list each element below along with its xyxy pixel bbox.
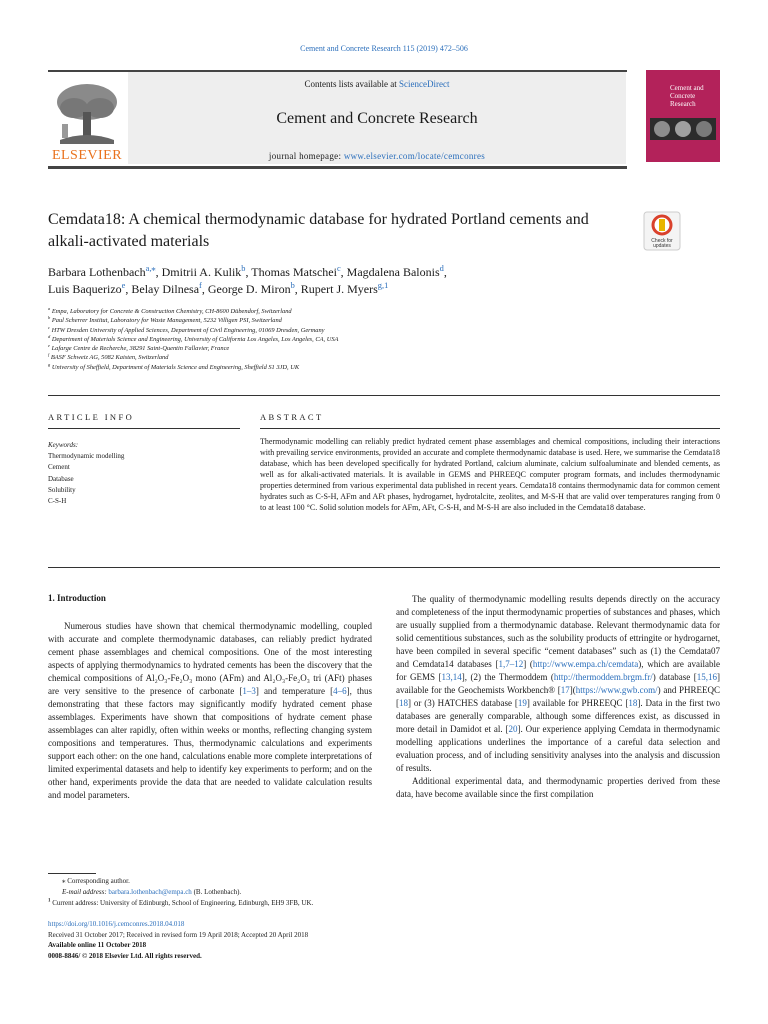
abstract-heading: ABSTRACT xyxy=(260,412,324,422)
body-column-left xyxy=(48,620,372,802)
cover-title: Cement and Concrete Research xyxy=(670,84,704,108)
keyword: Thermodynamic modelling xyxy=(48,452,125,461)
affiliation: $^e$ Lafarge Centre de Recherche, 38291 Saint-Quentin Fallavier, France xyxy=(48,343,230,353)
homepage-link[interactable]: www.elsevier.com/locate/cemconres xyxy=(343,151,486,161)
affiliation: $^a$ Empa, Laboratory for Concrete & Construction Chemistry, CH-8600 Dübendorf, Switzerland xyxy=(48,305,292,315)
keywords-block xyxy=(48,440,238,507)
received-dates: Received 31 October 2017; Received in revised form 19 April 2018; Accepted 20 April 2018 xyxy=(48,930,309,939)
crossmark-check-for-updates-icon[interactable] xyxy=(643,211,681,251)
author-name[interactable]: Thomas Matschei xyxy=(251,265,337,279)
affiliation: $^c$ HTW Dresden University of Applied Sciences, Department of Civil Engineering, 01069 Dresden, Germany xyxy=(48,324,325,334)
contents-line: Contents lists available at ScienceDirect xyxy=(304,79,450,89)
copyright: 0008-8846/ © 2018 Elsevier Ltd. All rights reserved. xyxy=(48,951,202,960)
doi-link[interactable]: https://doi.org/10.1016/j.cemconres.2018.04.018 xyxy=(48,920,185,928)
article-info-rule xyxy=(48,428,240,429)
abstract-rule xyxy=(260,428,720,429)
affiliation: $^b$ Paul Scherrer Institut, Laboratory for Waste Management, 5232 Villigen PSI, Switzerland xyxy=(48,315,282,325)
author-name[interactable]: Rupert J. Myers xyxy=(300,282,378,296)
reference-link[interactable]: 13,14 xyxy=(441,672,462,682)
author-name[interactable]: Barbara Lothenbach xyxy=(48,265,146,279)
elsevier-wordmark: ELSEVIER xyxy=(51,148,123,163)
journal-homepage: journal homepage: www.elsevier.com/locate/cemconres xyxy=(268,151,486,161)
keywords-label: Keywords: xyxy=(48,441,79,449)
reference-link[interactable]: 1,7–12 xyxy=(498,659,524,669)
footnote-corresponding: ⁎ Corresponding author. xyxy=(62,877,130,885)
url-link[interactable]: http://thermoddem.brgm.fr/ xyxy=(553,672,653,682)
cover-image-icon xyxy=(650,118,716,140)
sciencedirect-link[interactable]: ScienceDirect xyxy=(399,79,450,89)
footnote-rule xyxy=(48,873,96,874)
section-divider xyxy=(48,395,720,396)
keyword: C-S-H xyxy=(48,497,67,506)
journal-citation[interactable]: Cement and Concrete Research 115 (2019) 472–506 xyxy=(300,44,468,53)
keyword: Solubility xyxy=(48,485,76,494)
paragraph: The quality of thermodynamic modelling results depends directly on the accuracy and completeness of the input thermodynamic properties of substances and phases, which are usually supplied from a thermodynamic database. Relevant thermodynamic data for solid cementitious substances, such as the solubility products of ettringite or hydrogarnet, have been compiled in several specific “cement databases” such as (1) the Cemdata07 and Cemdata14 databases [1,7–12] (http://www.empa.ch/cemdata), which are available for GEMS [13,14], (2) the Thermoddem (http://thermoddem.brgm.fr/) database [15,16] available for the Geochemists Workbench® [17](https://www.gwb.com/) and PHREEQC [18] or (3) HATCHES database [19] available for PHREEQC [18]. Data in the first two databases are generally comparable, although some differences exist, as discussed in more detail in Damidot et al. [20]. Our experience applying Cemdata in thermodynamic modelling applications underlines the importance of a careful data selection and evaluation process, and of including sensitivity analyses into the analysis and discussion of results. xyxy=(396,594,720,773)
email-link[interactable]: barbara.lothenbach@empa.ch xyxy=(108,888,192,896)
body-column-right xyxy=(396,593,720,801)
affiliation: $^g$ University of Sheffield, Department of Materials Science and Engineering, Sheffield S1 3JD, UK xyxy=(48,361,300,371)
paragraph: Numerous studies have shown that chemical thermodynamic modelling, coupled with accurate and complete thermodynamic databases, can reliably predict hydrated cement phase assemblages and chemical compositions. One of the most interesting aspects of applying thermodynamics to hydrated cements has been the discovery that the chemical compositions of Al₂O₃-Fe₂O₃ mono (AFm) and Al₂O₃-Fe₂O₃ tri (AFt) phases are very sensitive to the presence of carbonate [1–3] and temperature [4–6], thus demonstrating that these factors may significantly modify hydrated cement phase assemblages. Experiments have shown that compositions of hydrate cement phase assemblages can alter rapidly, often within weeks or months, reflecting changing system compositions and temperatures. Thus, thermodynamic calculations and experiments support each other: on the one hand, calculations enable more complete interpretations of limited experimental datasets and help to identify key experiments to perform; and on the other hand, experiments provide the data that are needed to validate calculation results and model parameters. xyxy=(48,621,373,800)
svg-text:updates: updates xyxy=(653,243,671,249)
reference-link[interactable]: 20 xyxy=(508,724,518,734)
reference-link[interactable]: 4–6 xyxy=(333,686,347,696)
affiliation: $^f$ BASF Schweiz AG, 5082 Kaisten, Switzerland xyxy=(48,352,169,362)
article-metadata xyxy=(48,919,720,961)
paragraph: Additional experimental data, and thermodynamic properties derived from these data, have become available since the first compilation xyxy=(396,776,720,799)
online-date: Available online 11 October 2018 xyxy=(48,941,147,950)
section-heading-introduction: 1. Introduction xyxy=(48,593,106,603)
header-rule-bottom xyxy=(48,166,627,169)
author-list: Barbara Lothenbach$^{a,⁎}$, Dmitrii A. Kulik$^b$, Thomas Matschei$^c$, Magdalena Balonis$^d$, Luis Baquerizo$^e$, Belay Dilnesa$^f$, George D. Miron$^b$, Rupert J. Myers$^{g,1}$ xyxy=(48,264,447,296)
affiliation: $^d$ Department of Materials Science and Engineering, University of California Los Angeles, Los Angeles, CA, USA xyxy=(48,333,339,343)
url-link[interactable]: https://www.gwb.com/ xyxy=(575,685,658,695)
reference-link[interactable]: 1–3 xyxy=(242,686,256,696)
author-name[interactable]: Belay Dilnesa xyxy=(131,282,200,296)
article-info-heading: ARTICLE INFO xyxy=(48,412,135,422)
author-name[interactable]: Magdalena Balonis xyxy=(346,265,440,279)
author-name[interactable]: Luis Baquerizo xyxy=(48,282,122,296)
author-name[interactable]: Dmitrii A. Kulik xyxy=(161,265,242,279)
journal-name: Cement and Concrete Research xyxy=(276,110,478,127)
reference-link[interactable]: 17 xyxy=(560,685,570,695)
keyword: Cement xyxy=(48,463,70,472)
affiliation-list xyxy=(48,307,648,372)
author-name[interactable]: George D. Miron xyxy=(207,282,291,296)
svg-text:Check for: Check for xyxy=(651,238,673,244)
reference-link[interactable]: 18 xyxy=(399,698,408,708)
reference-link[interactable]: 19 xyxy=(517,698,527,708)
keyword: Database xyxy=(48,474,74,483)
reference-link[interactable]: 15,16 xyxy=(696,672,717,682)
reference-link[interactable]: 18 xyxy=(628,698,638,708)
footnote-email: E-mail address: barbara.lothenbach@empa.ch (B. Lothenbach). xyxy=(62,888,242,896)
url-link[interactable]: http://www.empa.ch/cemdata xyxy=(532,659,639,669)
section-divider xyxy=(48,567,720,568)
footnote-current-address: $^1$ Current address: University of Edinburgh, School of Engineering, Edinburgh, EH9 3FB, UK. xyxy=(48,898,314,907)
paper-title: Cemdata18: A chemical thermodynamic database for hydrated Portland cements and alkali-activated materials xyxy=(48,211,589,250)
footnotes xyxy=(48,876,720,909)
abstract-text: Thermodynamic modelling can reliably predict hydrated cement phase assemblages and chemical compositions, including their interactions with prevailing service environments, provided an accurate and complete thermodynamic database is used. Here, we summarise the Cemdata18 database, which has been developed specifically for hydrated Portland, calcium aluminate, calcium sulfoaluminate and blended cements, as well as for alkali-activated materials. It is available in GEMS and PHREEQC computer program formats, and includes thermodynamic properties determined from various experimental data published in recent years. Cemdata18 contains thermodynamic data for common cement hydrates such as C-S-H, AFm and AFt phases, hydrogarnet, hydrotalcite, zeolites, and M-S-H that are valid over temperatures ranging from 0 to at least 100 °C. Solid solution models for AFm, AFt, C-S-H, and M-S-H are also included in the Cemdata18 database. xyxy=(260,437,720,512)
